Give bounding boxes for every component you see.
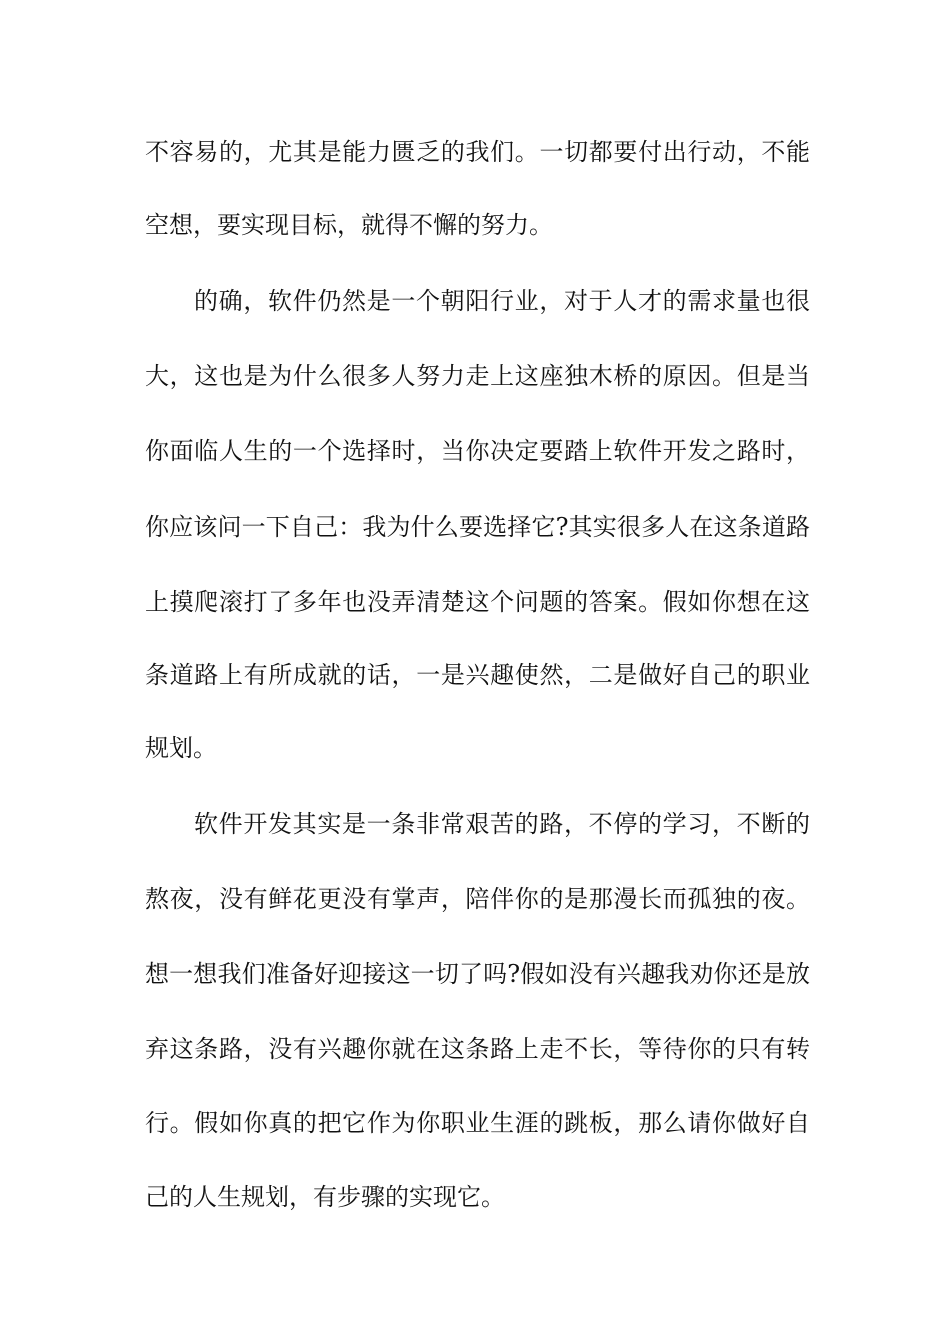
text-line: 不容易的，尤其是能力匮乏的我们。一切都要付出行动，不能 [145,138,810,166]
text-line: 熬夜，没有鲜花更没有掌声，陪伴你的是那漫长而孤独的夜。 [145,885,810,913]
text-line: 己的人生规划，有步骤的实现它。 [145,1183,505,1211]
text-line: 想一想我们准备好迎接这一切了吗?假如没有兴趣我劝你还是放 [145,960,810,988]
text-line: 你应该问一下自己：我为什么要选择它?其实很多人在这条道路 [145,513,810,541]
text-line: 规划。 [145,734,217,762]
paragraph-first-line: 的确，软件仍然是一个朝阳行业，对于人才的需求量也很 [194,287,810,315]
text-line: 条道路上有所成就的话，一是兴趣使然，二是做好自己的职业 [145,661,810,689]
text-line: 空想，要实现目标，就得不懈的努力。 [145,211,553,239]
text-line: 上摸爬滚打了多年也没弄清楚这个问题的答案。假如你想在这 [145,588,810,616]
paragraph-first-line: 软件开发其实是一条非常艰苦的路，不停的学习，不断的 [194,810,810,838]
text-line: 行。假如你真的把它作为你职业生涯的跳板，那么请你做好自 [145,1109,810,1137]
text-line: 弃这条路，没有兴趣你就在这条路上走不长，等待你的只有转 [145,1035,810,1063]
text-line: 大，这也是为什么很多人努力走上这座独木桥的原因。但是当 [145,362,810,390]
text-line: 你面临人生的一个选择时，当你决定要踏上软件开发之路时， [145,437,810,465]
